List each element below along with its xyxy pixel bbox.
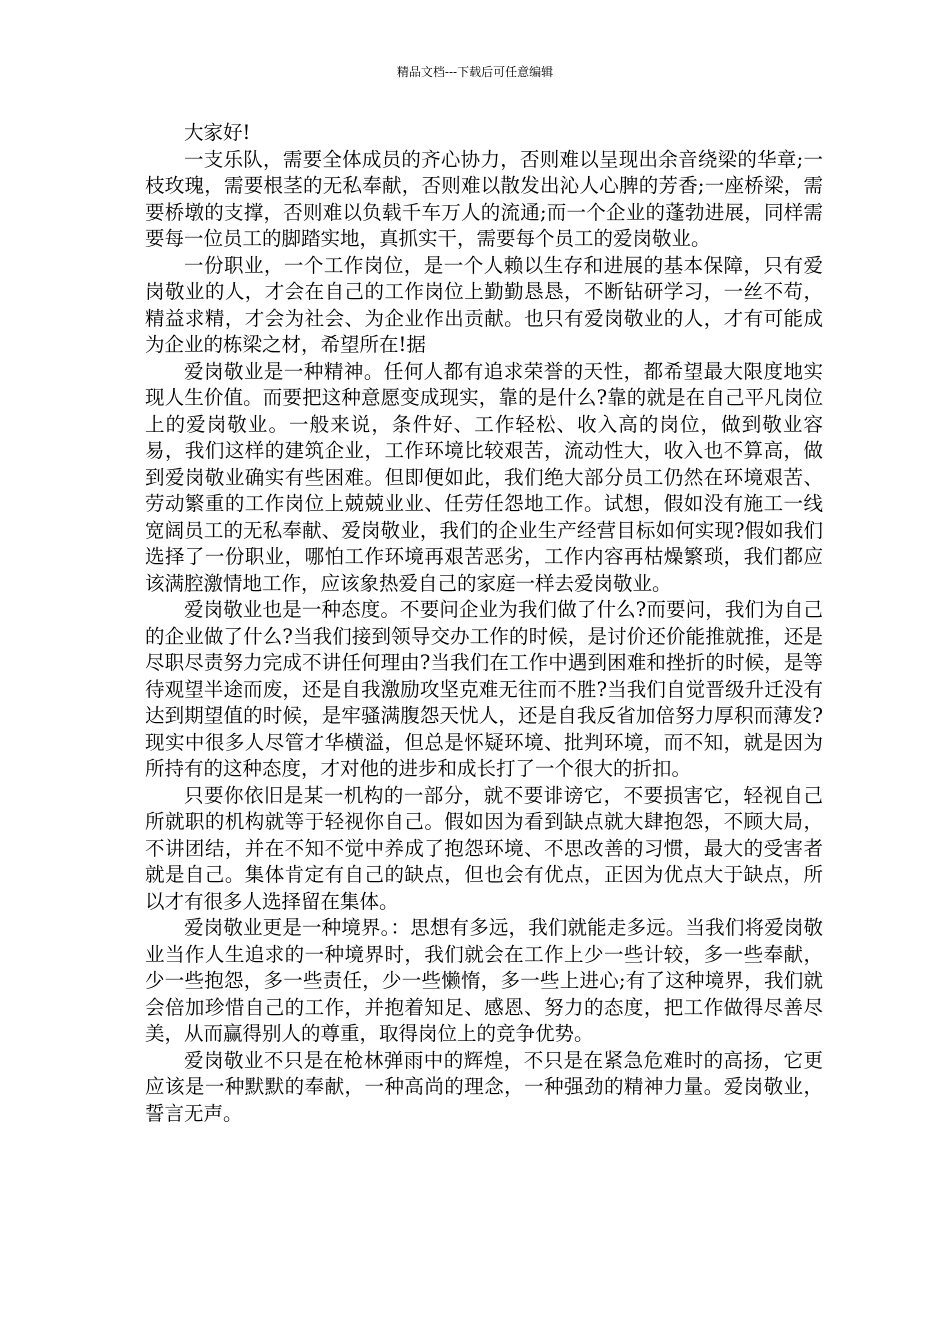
document-body (145, 120, 823, 1127)
body-paragraph: 爱岗敬业也是一种态度。不要问企业为我们做了什么?而要问，我们为自己的企业做了什么?当我们接到领导交办工作的时候，是讨价还价能推就推，还是尽职尽责努力完成不讲任何理由?当我们在工作中遇到困难和挫折的时候，是等待观望半途而废，还是自我激励攻坚克难无往而不胜?当我们自觉晋级升迁没有达到期望值的时候，是牢骚满腹怨天忧人，还是自我反省加倍努力厚积而薄发?现实中很多人尽管才华横溢，但总是怀疑环境、批判环境，而不知，就是因为所持有的这种态度，才对他的进步和成长打了一个很大的折扣。 (145, 598, 823, 780)
page-header: 精品文档---下载后可任意编辑 (396, 65, 554, 79)
body-paragraph: 一支乐队，需要全体成员的齐心协力，否则难以呈现出余音绕梁的华章;一枝玫瑰，需要根茎的无私奉献，否则难以散发出沁人心脾的芳香;一座桥梁，需要桥墩的支撑，否则难以负载千车万人的流通;而一个企业的蓬勃进展，同样需要每一位员工的脚踏实地，真抓实干，需要每个员工的爱岗敬业。 (145, 147, 823, 250)
body-paragraph: 爱岗敬业更是一种境界。：思想有多远，我们就能走多远。当我们将爱岗敬业当作人生追求的一种境界时，我们就会在工作上少一些计较，多一些奉献，少一些抱怨，多一些责任，少一些懒惰，多一些上进心;有了这种境界，我们就会倍加珍惜自己的工作，并抱着知足、感恩、努力的态度，把工作做得尽善尽美，从而赢得别人的尊重，取得岗位上的竞争优势。 (145, 916, 823, 1045)
body-paragraph: 爱岗敬业不只是在枪林弹雨中的辉煌，不只是在紧急危难时的高扬，它更应该是一种默默的奉献，一种高尚的理念，一种强劲的精神力量。爱岗敬业，誓言无声。 (145, 1048, 823, 1125)
body-paragraph: 爱岗敬业是一种精神。任何人都有追求荣誉的天性，都希望最大限度地实现人生价值。而要把这种意愿变成现实，靠的是什么?靠的就是在自己平凡岗位上的爱岗敬业。一般来说，条件好、工作轻松、收入高的岗位，做到敬业容易，我们这样的建筑企业，工作环境比较艰苦，流动性大，收入也不算高，做到爱岗敬业确实有些困难。但即便如此，我们绝大部分员工仍然在环境艰苦、劳动繁重的工作岗位上兢兢业业、任劳任怨地工作。试想，假如没有施工一线宽阔员工的无私奉献、爱岗敬业，我们的企业生产经营目标如何实现?假如我们选择了一份职业，哪怕工作环境再艰苦恶劣，工作内容再枯燥繁琐，我们都应该满腔激情地工作，应该象热爱自己的家庭一样去爱岗敬业。 (145, 359, 823, 595)
greeting-paragraph: 大家好! (184, 121, 251, 144)
body-paragraph: 只要你依旧是某一机构的一部分，就不要诽谤它，不要损害它，轻视自己所就职的机构就等于轻视你自己。假如因为看到缺点就大肆抱怨，不顾大局，不讲团结，并在不知不觉中养成了抱怨环境、不思改善的习惯，最大的受害者就是自己。集体肯定有自己的缺点，但也会有优点，正因为优点大于缺点，所以才有很多人选择留在集体。 (145, 783, 823, 913)
body-paragraph: 一份职业，一个工作岗位，是一个人赖以生存和进展的基本保障，只有爱岗敬业的人，才会在自己的工作岗位上勤勤恳恳，不断钻研学习，一丝不苟，精益求精，才会为社会、为企业作出贡献。也只有爱岗敬业的人，才有可能成为企业的栋梁之材，希望所在!据 (145, 253, 823, 356)
